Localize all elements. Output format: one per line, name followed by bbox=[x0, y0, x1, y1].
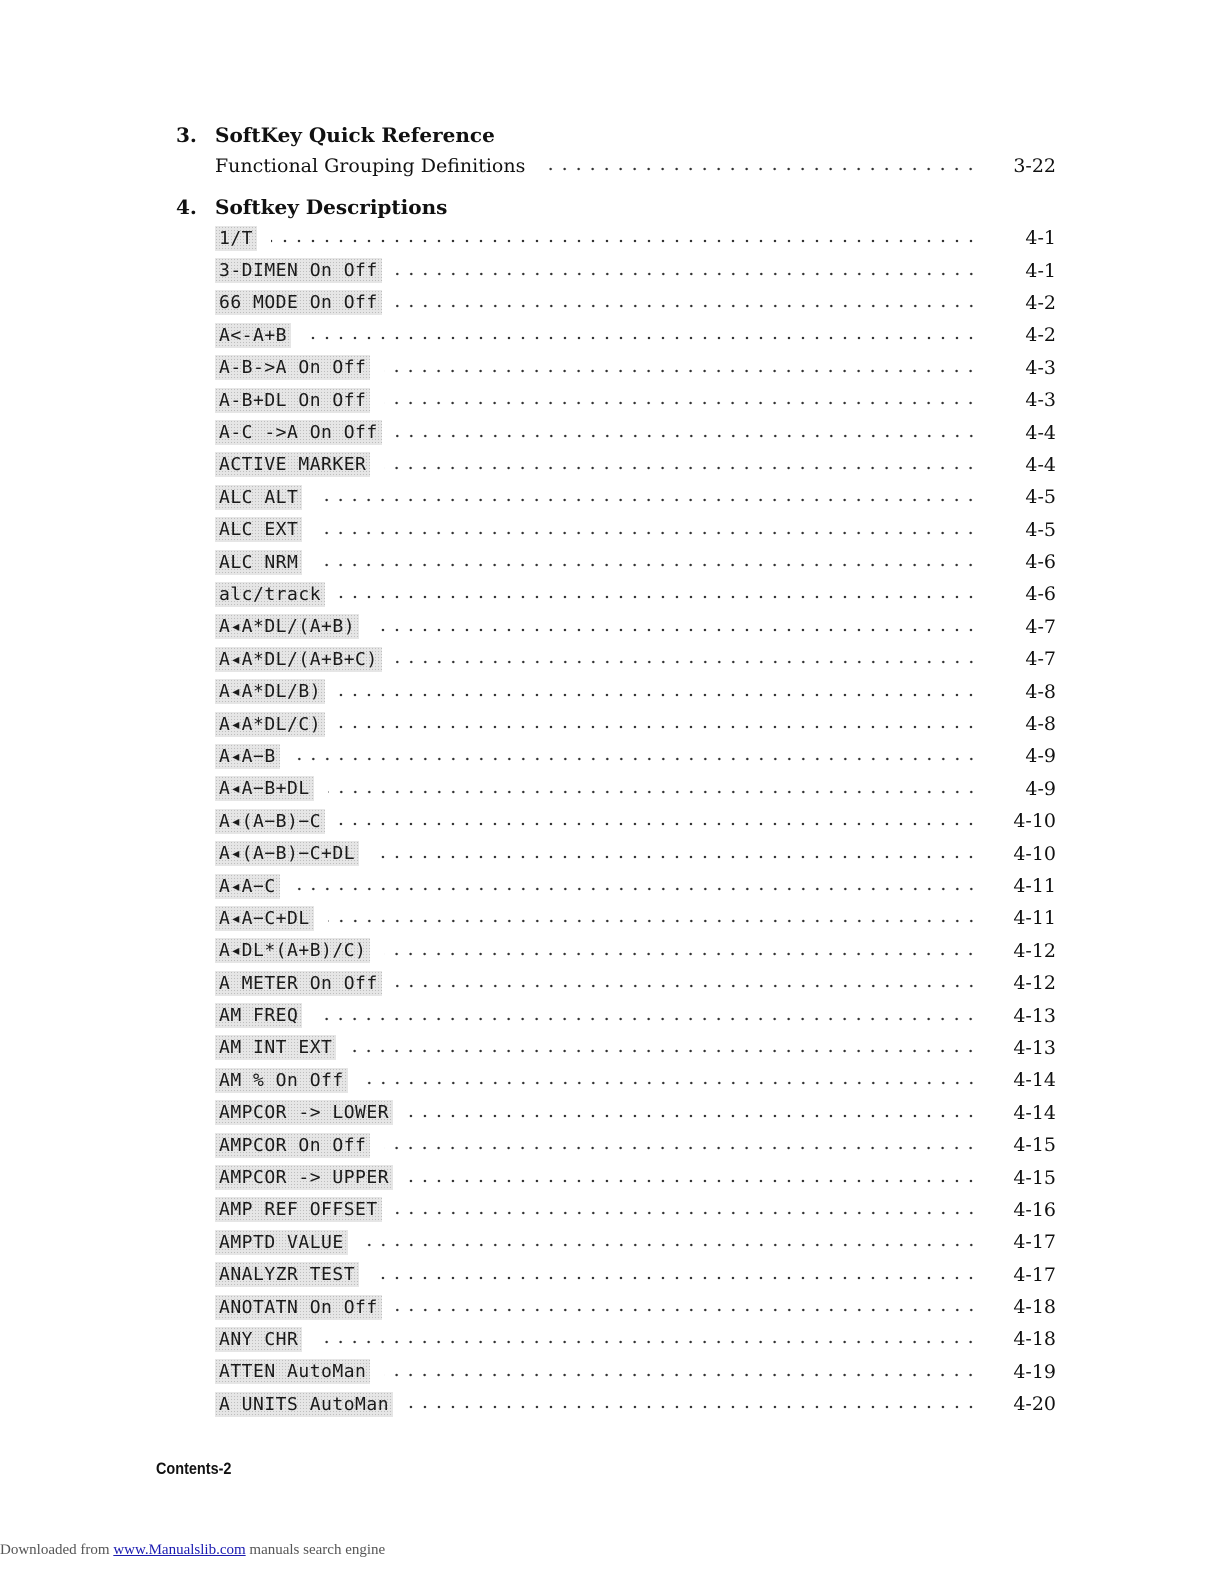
softkey-label: A◂A−B+DL bbox=[215, 776, 314, 801]
dot-leader bbox=[339, 725, 978, 729]
page-number: 4-20 bbox=[1013, 1393, 1056, 1416]
page-number: 4-19 bbox=[1013, 1360, 1056, 1383]
softkey-label: ALC NRM bbox=[215, 550, 302, 575]
toc-entry[interactable] bbox=[215, 870, 1056, 902]
dot-leader bbox=[407, 1405, 978, 1409]
toc-entry[interactable] bbox=[215, 611, 1056, 643]
dot-leader bbox=[407, 1114, 978, 1118]
toc-entry[interactable] bbox=[215, 1388, 1056, 1420]
toc-entry[interactable] bbox=[215, 837, 1056, 869]
toc-entry[interactable] bbox=[215, 902, 1056, 934]
softkey-label: AMPCOR -> UPPER bbox=[215, 1165, 393, 1190]
page-number: 4-7 bbox=[1025, 648, 1056, 671]
section-number: 4. bbox=[176, 195, 197, 219]
dot-leader bbox=[373, 855, 978, 859]
toc-entry[interactable] bbox=[215, 1356, 1056, 1388]
toc-entry[interactable] bbox=[215, 1129, 1056, 1161]
page-number: 4-4 bbox=[1025, 453, 1056, 476]
softkey-label: A-B+DL On Off bbox=[215, 388, 370, 413]
softkey-label: ATTEN AutoMan bbox=[215, 1359, 370, 1384]
dot-leader bbox=[384, 466, 978, 470]
dot-leader bbox=[396, 984, 978, 988]
dot-leader bbox=[396, 304, 978, 308]
entry-label: Functional Grouping Definitions bbox=[215, 155, 533, 177]
page-number: 4-18 bbox=[1013, 1328, 1056, 1351]
section-heading bbox=[176, 120, 1056, 150]
toc-entry[interactable] bbox=[215, 1226, 1056, 1258]
dot-leader bbox=[384, 1146, 978, 1150]
softkey-label: AMPTD VALUE bbox=[215, 1230, 348, 1255]
toc-entry[interactable] bbox=[215, 1032, 1056, 1064]
toc-entry[interactable] bbox=[215, 546, 1056, 578]
manualslib-link[interactable]: www.Manualslib.com bbox=[113, 1542, 246, 1558]
section-3 bbox=[176, 120, 1056, 182]
softkey-label: A◂DL*(A+B)/C) bbox=[215, 938, 370, 963]
toc-entry[interactable] bbox=[215, 999, 1056, 1031]
dot-leader bbox=[328, 790, 978, 794]
toc-list bbox=[176, 150, 1056, 182]
page-number: 4-2 bbox=[1025, 324, 1056, 347]
toc-entry[interactable] bbox=[215, 287, 1056, 319]
section-title: SoftKey Quick Reference bbox=[215, 123, 495, 147]
softkey-label: AMP REF OFFSET bbox=[215, 1197, 382, 1222]
page-label: Contents-2 bbox=[156, 1459, 232, 1478]
page-number: 4-13 bbox=[1013, 1004, 1056, 1027]
dot-leader bbox=[373, 1276, 978, 1280]
softkey-label: ACTIVE MARKER bbox=[215, 452, 370, 477]
dot-leader bbox=[396, 1211, 978, 1215]
toc-entry[interactable] bbox=[215, 1161, 1056, 1193]
page-number: 4-15 bbox=[1013, 1134, 1056, 1157]
page-number: 4-17 bbox=[1013, 1231, 1056, 1254]
page-number: 4-5 bbox=[1025, 486, 1056, 509]
softkey-label: AM INT EXT bbox=[215, 1035, 336, 1060]
page-number: 4-10 bbox=[1013, 810, 1056, 833]
page-number: 4-17 bbox=[1013, 1263, 1056, 1286]
softkey-label: ALC EXT bbox=[215, 517, 302, 542]
toc-entry[interactable] bbox=[215, 150, 1056, 182]
softkey-label: alc/track bbox=[215, 582, 325, 607]
page-number: 4-8 bbox=[1025, 713, 1056, 736]
page-number: 4-3 bbox=[1025, 356, 1056, 379]
dot-leader bbox=[407, 1179, 978, 1183]
toc-entry[interactable] bbox=[215, 773, 1056, 805]
dot-leader bbox=[294, 887, 978, 891]
dot-leader bbox=[350, 1049, 978, 1053]
softkey-label: ANOTATN On Off bbox=[215, 1295, 382, 1320]
dot-leader bbox=[271, 239, 978, 243]
toc-list bbox=[176, 222, 1056, 1420]
softkey-label: A UNITS AutoMan bbox=[215, 1392, 393, 1417]
dot-leader bbox=[328, 919, 978, 923]
toc-entry[interactable] bbox=[215, 254, 1056, 286]
toc-entry[interactable] bbox=[215, 1291, 1056, 1323]
dot-leader bbox=[316, 1017, 978, 1021]
section-4 bbox=[176, 192, 1056, 1420]
dot-leader bbox=[396, 660, 978, 664]
toc-entry[interactable] bbox=[215, 449, 1056, 481]
page-number: 4-12 bbox=[1013, 939, 1056, 962]
page-number: 4-8 bbox=[1025, 680, 1056, 703]
page-number: 4-12 bbox=[1013, 972, 1056, 995]
softkey-label: A<-A+B bbox=[215, 323, 291, 348]
toc-entry[interactable] bbox=[215, 1323, 1056, 1355]
softkey-label: A METER On Off bbox=[215, 971, 382, 996]
page-number: 4-6 bbox=[1025, 583, 1056, 606]
page-number: 4-10 bbox=[1013, 842, 1056, 865]
dot-leader bbox=[396, 272, 978, 276]
toc-entry[interactable] bbox=[215, 1064, 1056, 1096]
toc-entry[interactable] bbox=[215, 805, 1056, 837]
softkey-label: A◂A*DL/C) bbox=[215, 712, 325, 737]
dot-leader bbox=[362, 1081, 978, 1085]
softkey-label: A-B->A On Off bbox=[215, 355, 370, 380]
softkey-label: A◂A*DL/(A+B) bbox=[215, 614, 359, 639]
softkey-label: 66 MODE On Off bbox=[215, 290, 382, 315]
softkey-label: 3-DIMEN On Off bbox=[215, 258, 382, 283]
section-number: 3. bbox=[176, 123, 197, 147]
softkey-label: A◂A*DL/B) bbox=[215, 679, 325, 704]
section-heading bbox=[176, 192, 1056, 222]
toc-entry[interactable] bbox=[215, 319, 1056, 351]
toc-entry[interactable] bbox=[215, 1194, 1056, 1226]
page-number: 4-16 bbox=[1013, 1198, 1056, 1221]
dot-leader bbox=[316, 1340, 978, 1344]
download-suffix: manuals search engine bbox=[249, 1542, 386, 1558]
page-number: 4-1 bbox=[1025, 227, 1056, 250]
toc-entry[interactable] bbox=[215, 578, 1056, 610]
dot-leader bbox=[362, 1243, 978, 1247]
toc-entry[interactable] bbox=[215, 643, 1056, 675]
toc-entry[interactable] bbox=[215, 1259, 1056, 1291]
dot-leader bbox=[384, 369, 978, 373]
toc-entry[interactable] bbox=[215, 352, 1056, 384]
page-number: 4-5 bbox=[1025, 518, 1056, 541]
page-number: 4-13 bbox=[1013, 1036, 1056, 1059]
dot-leader bbox=[339, 595, 978, 599]
toc-entry[interactable] bbox=[215, 967, 1056, 999]
section-title: Softkey Descriptions bbox=[215, 195, 448, 219]
softkey-label: A-C ->A On Off bbox=[215, 420, 382, 445]
softkey-label: ALC ALT bbox=[215, 485, 302, 510]
softkey-label: A◂(A−B)−C bbox=[215, 809, 325, 834]
page-number: 4-7 bbox=[1025, 615, 1056, 638]
dot-leader bbox=[396, 1308, 978, 1312]
softkey-label: A◂A*DL/(A+B+C) bbox=[215, 647, 382, 672]
dot-leader bbox=[294, 757, 978, 761]
toc-entry[interactable] bbox=[215, 514, 1056, 546]
dot-leader bbox=[373, 628, 978, 632]
page-number: 4-14 bbox=[1013, 1069, 1056, 1092]
page-number: 3-22 bbox=[1013, 155, 1056, 178]
toc-entry[interactable] bbox=[215, 481, 1056, 513]
dot-leader bbox=[305, 336, 978, 340]
softkey-label: AM FREQ bbox=[215, 1003, 302, 1028]
softkey-label: ANY CHR bbox=[215, 1327, 302, 1352]
page-number: 4-9 bbox=[1025, 745, 1056, 768]
dot-leader bbox=[316, 498, 978, 502]
toc-entry[interactable] bbox=[215, 1097, 1056, 1129]
softkey-label: AMPCOR -> LOWER bbox=[215, 1100, 393, 1125]
page-number: 4-1 bbox=[1025, 259, 1056, 282]
toc-entry[interactable] bbox=[215, 935, 1056, 967]
page-number: 4-11 bbox=[1013, 907, 1056, 930]
softkey-label: AM % On Off bbox=[215, 1068, 348, 1093]
toc-entry[interactable] bbox=[215, 708, 1056, 740]
toc-entry[interactable] bbox=[215, 416, 1056, 448]
page-number: 4-2 bbox=[1025, 291, 1056, 314]
page-number: 4-4 bbox=[1025, 421, 1056, 444]
softkey-label: A◂A−C bbox=[215, 874, 280, 899]
softkey-label: A◂(A−B)−C+DL bbox=[215, 841, 359, 866]
toc-entry[interactable] bbox=[215, 740, 1056, 772]
dot-leader bbox=[316, 563, 978, 567]
dot-leader bbox=[384, 952, 978, 956]
softkey-label: AMPCOR On Off bbox=[215, 1133, 370, 1158]
softkey-label: ANALYZR TEST bbox=[215, 1262, 359, 1287]
dot-leader bbox=[339, 693, 978, 697]
page-number: 4-6 bbox=[1025, 551, 1056, 574]
download-prefix: Downloaded from bbox=[0, 1542, 110, 1558]
page-number: 4-18 bbox=[1013, 1296, 1056, 1319]
dot-leader bbox=[547, 167, 978, 171]
softkey-label: A◂A−B bbox=[215, 744, 280, 769]
softkey-label: 1/T bbox=[215, 226, 257, 251]
toc-entry[interactable] bbox=[215, 222, 1056, 254]
page-number: 4-3 bbox=[1025, 389, 1056, 412]
page-number: 4-9 bbox=[1025, 777, 1056, 800]
dot-leader bbox=[316, 531, 978, 535]
download-notice bbox=[0, 1542, 385, 1559]
page-number: 4-14 bbox=[1013, 1101, 1056, 1124]
dot-leader bbox=[384, 401, 978, 405]
page-number: 4-11 bbox=[1013, 875, 1056, 897]
toc-entry[interactable] bbox=[215, 675, 1056, 707]
page-number: 4-15 bbox=[1013, 1166, 1056, 1189]
toc-entry[interactable] bbox=[215, 384, 1056, 416]
dot-leader bbox=[339, 822, 978, 826]
dot-leader bbox=[384, 1373, 978, 1377]
softkey-label: A◂A−C+DL bbox=[215, 906, 314, 931]
dot-leader bbox=[396, 434, 978, 438]
